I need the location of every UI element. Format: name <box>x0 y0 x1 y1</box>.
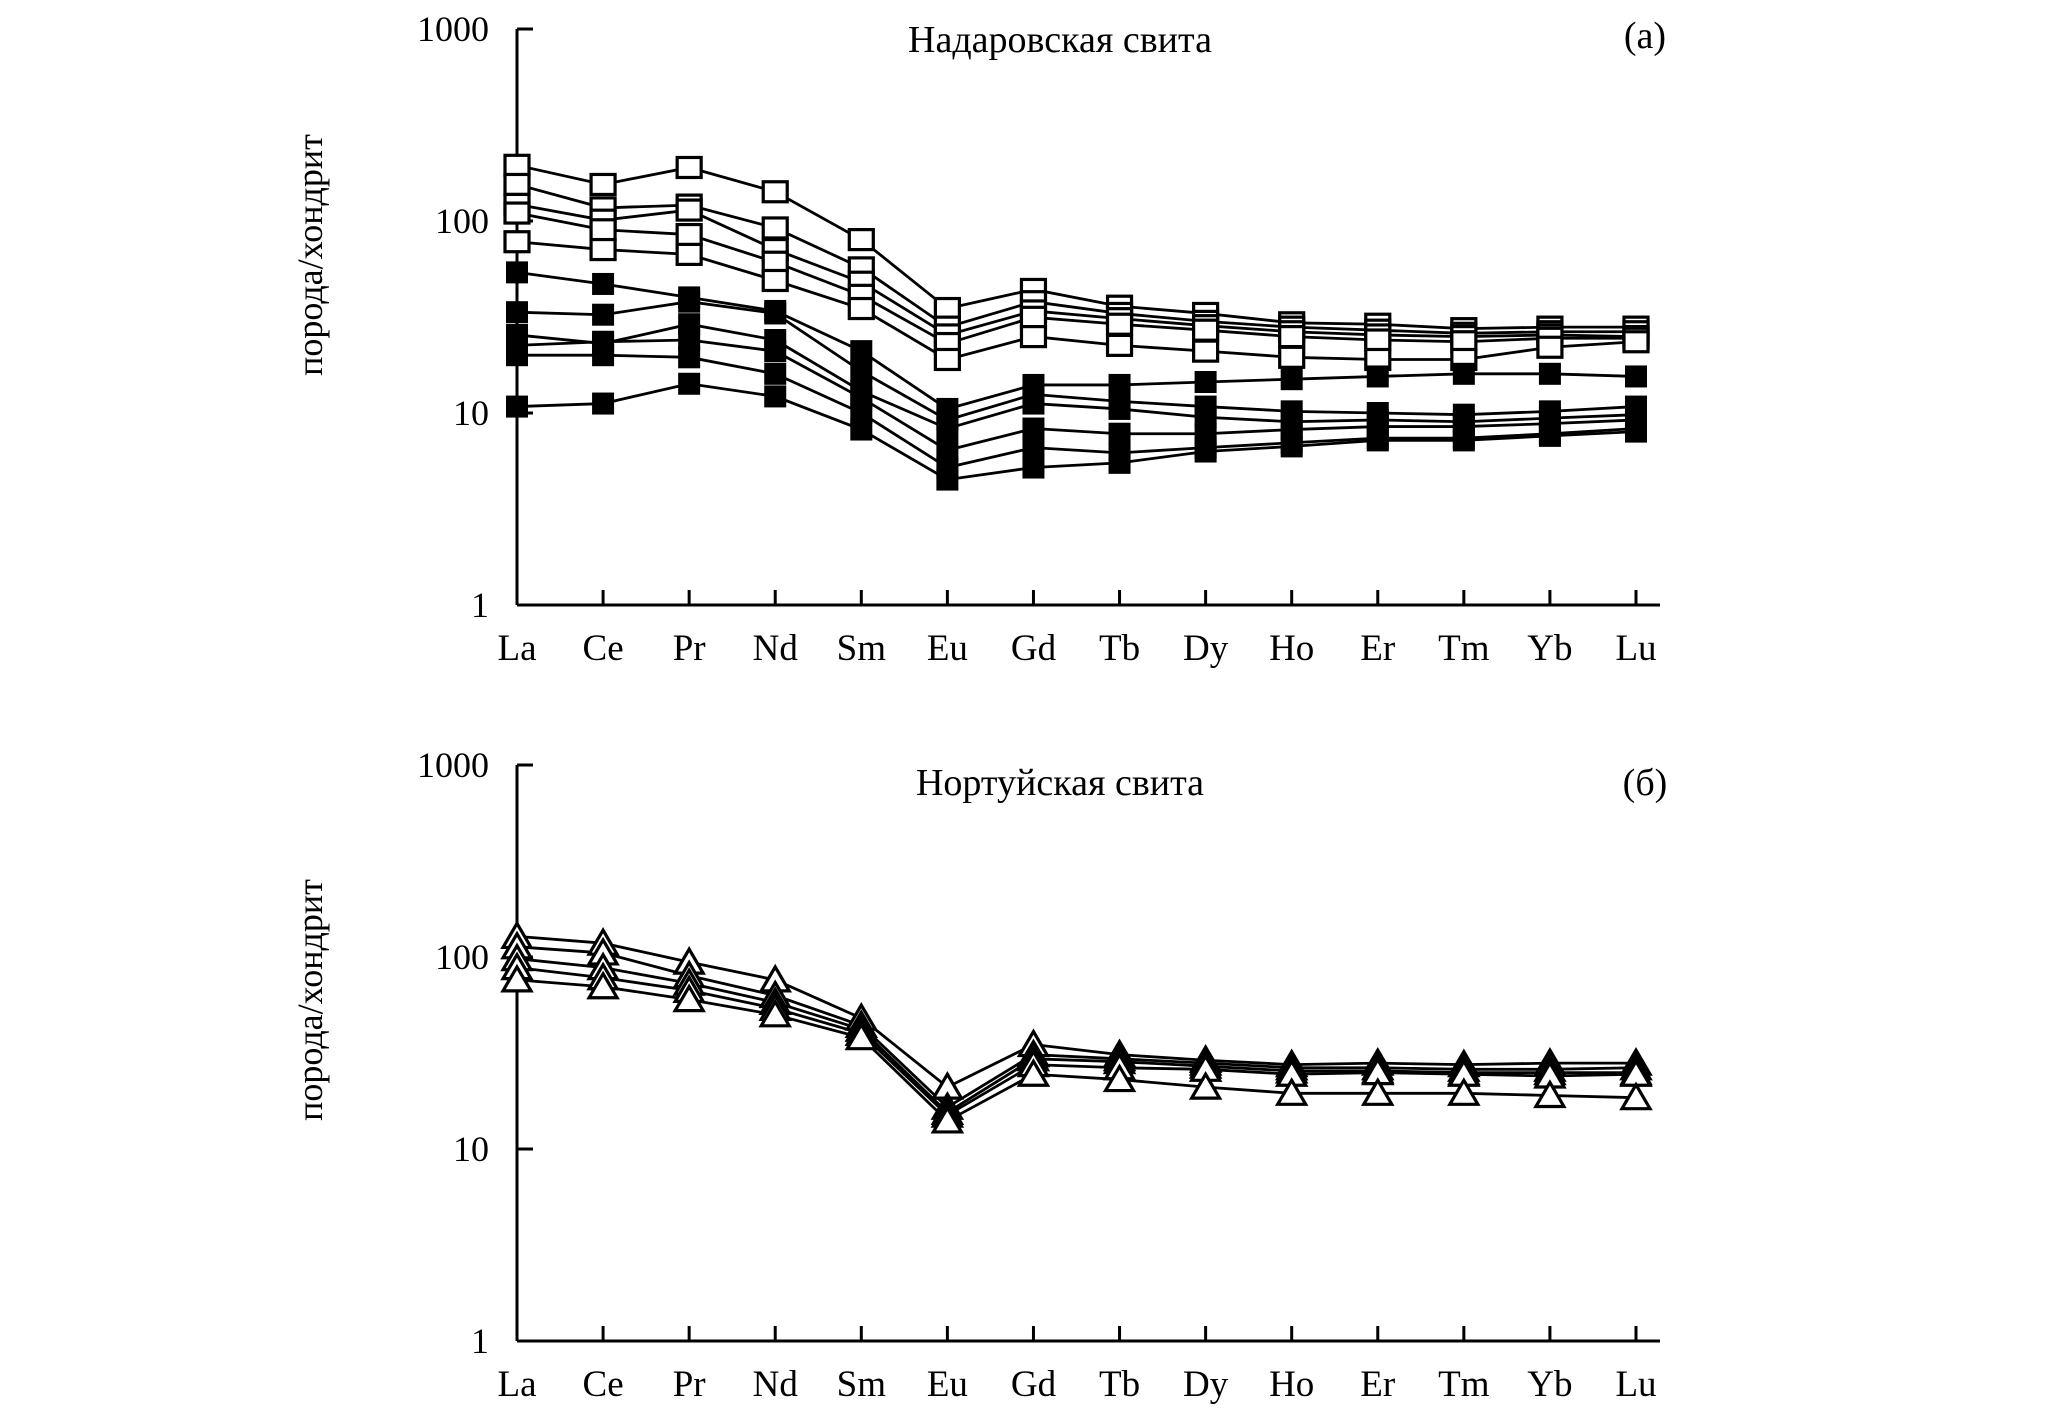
x-category-label: Gd <box>1010 1364 1057 1405</box>
data-point-open-square-1 <box>505 155 529 175</box>
data-point-filled-square-6 <box>764 385 786 407</box>
data-point-open-square-4 <box>1194 320 1218 340</box>
x-category-label: Nd <box>752 1364 798 1405</box>
data-point-filled-square-3 <box>1109 398 1131 420</box>
x-category-label: Ce <box>582 1364 624 1405</box>
data-point-open-square-5 <box>591 240 615 260</box>
data-point-filled-square-2 <box>592 304 614 326</box>
x-category-label: Dy <box>1182 1364 1229 1405</box>
data-point-filled-square-6 <box>850 419 872 441</box>
data-point-filled-square-1 <box>506 261 528 283</box>
panel-a-chart <box>417 9 1660 669</box>
panel-a-title: Надаровская свита <box>908 19 1212 61</box>
data-point-open-square-5 <box>677 244 701 264</box>
x-category-label: Nd <box>752 628 798 669</box>
y-tick-label: 1000 <box>417 745 489 785</box>
data-point-filled-square-6 <box>1022 457 1044 479</box>
x-category-label: La <box>497 628 537 669</box>
data-point-open-square-5 <box>1280 347 1304 367</box>
x-category-label: Pr <box>672 1364 706 1405</box>
data-point-filled-square-1 <box>1539 363 1561 385</box>
data-point-filled-square-1 <box>1625 365 1647 387</box>
y-tick-label: 10 <box>453 1129 489 1169</box>
x-category-label: Ce <box>582 628 624 669</box>
data-point-open-square-4 <box>591 220 615 240</box>
y-tick-label: 1 <box>471 585 489 625</box>
data-point-open-square-1 <box>935 299 959 319</box>
x-category-label: Sm <box>836 1364 886 1405</box>
data-point-filled-square-6 <box>592 393 614 415</box>
data-point-open-square-5 <box>763 270 787 290</box>
data-point-open-square-5 <box>935 349 959 369</box>
data-point-filled-square-5 <box>1022 437 1044 459</box>
data-point-filled-square-6 <box>1367 429 1389 451</box>
panel-b-corner-label: (б) <box>1622 762 1668 804</box>
data-point-filled-square-3 <box>936 418 958 440</box>
data-point-open-square-4 <box>1108 314 1132 334</box>
data-point-open-square-5 <box>505 232 529 252</box>
x-category-label: Eu <box>926 628 968 669</box>
data-point-filled-square-5 <box>506 344 528 366</box>
data-point-open-square-4 <box>1280 327 1304 347</box>
data-point-open-square-5 <box>1538 337 1562 357</box>
data-point-filled-square-6 <box>936 469 958 491</box>
y-tick-label: 1 <box>471 1321 489 1361</box>
data-point-filled-square-1 <box>1195 371 1217 393</box>
data-point-filled-square-1 <box>1453 363 1475 385</box>
panel-a-corner-label: (а) <box>1623 15 1667 57</box>
data-point-filled-square-6 <box>1109 452 1131 474</box>
x-category-label: Ho <box>1269 1364 1315 1405</box>
data-point-open-square-1 <box>763 182 787 202</box>
x-category-label: Tm <box>1438 1364 1490 1405</box>
x-category-label: Sm <box>836 628 886 669</box>
data-point-open-square-1 <box>677 157 701 177</box>
x-category-label: Er <box>1360 1364 1396 1405</box>
x-category-label: Yb <box>1527 1364 1573 1405</box>
panel-a-ylabel: порода/хондрит <box>290 134 330 376</box>
data-point-filled-square-5 <box>592 344 614 366</box>
data-point-open-square-4 <box>1366 330 1390 350</box>
data-point-filled-square-6 <box>1453 429 1475 451</box>
data-point-open-square-4 <box>1021 307 1045 327</box>
x-category-label: Tm <box>1438 628 1490 669</box>
data-point-filled-square-6 <box>1539 425 1561 447</box>
data-point-filled-square-4 <box>1109 423 1131 445</box>
y-tick-label: 100 <box>435 201 489 241</box>
data-point-filled-square-1 <box>850 340 872 362</box>
data-point-filled-square-3 <box>1022 393 1044 415</box>
data-point-filled-square-1 <box>1367 365 1389 387</box>
data-point-filled-square-1 <box>1281 368 1303 390</box>
x-category-label: La <box>497 1364 537 1405</box>
x-category-label: Er <box>1360 628 1396 669</box>
data-point-open-square-5 <box>1021 327 1045 347</box>
data-point-open-square-5 <box>1194 341 1218 361</box>
y-tick-label: 10 <box>453 393 489 433</box>
x-category-label: Ho <box>1269 628 1315 669</box>
data-point-filled-square-2 <box>506 301 528 323</box>
data-point-filled-square-6 <box>1281 435 1303 457</box>
data-point-open-square-4 <box>505 203 529 223</box>
x-category-label: Tb <box>1098 1364 1141 1405</box>
data-point-open-square-3 <box>677 200 701 220</box>
data-point-filled-square-5 <box>678 346 700 368</box>
panel-b-ylabel: порода/хондрит <box>290 879 330 1121</box>
x-category-label: Lu <box>1615 1364 1657 1405</box>
panel-b-chart <box>417 745 1660 1405</box>
data-point-open-square-5 <box>849 299 873 319</box>
panel-b-title: Нортуйская свита <box>915 762 1205 804</box>
data-point-filled-square-2 <box>764 302 786 324</box>
y-tick-label: 1000 <box>417 9 489 49</box>
data-point-open-square-1 <box>591 174 615 194</box>
data-point-open-square-2 <box>763 218 787 238</box>
data-point-filled-square-2 <box>678 291 700 313</box>
data-point-open-square-4 <box>677 225 701 245</box>
data-point-filled-square-1 <box>592 273 614 295</box>
data-point-filled-square-6 <box>506 396 528 418</box>
data-point-filled-square-6 <box>1195 441 1217 463</box>
data-point-filled-square-6 <box>1625 421 1647 443</box>
data-point-open-square-1 <box>849 230 873 250</box>
y-tick-label: 100 <box>435 937 489 977</box>
data-point-open-square-2 <box>505 174 529 194</box>
x-category-label: Dy <box>1182 628 1229 669</box>
data-point-filled-square-4 <box>764 340 786 362</box>
data-point-open-square-5 <box>1108 335 1132 355</box>
x-category-label: Tb <box>1098 628 1141 669</box>
data-point-filled-square-6 <box>678 373 700 395</box>
data-point-filled-square-4 <box>1022 418 1044 440</box>
x-category-label: Lu <box>1615 628 1657 669</box>
x-category-label: Eu <box>926 1364 968 1405</box>
x-category-label: Gd <box>1010 628 1057 669</box>
data-point-filled-square-2 <box>850 360 872 382</box>
x-category-label: Yb <box>1527 628 1573 669</box>
data-point-filled-square-5 <box>764 363 786 385</box>
data-point-open-square-5 <box>1624 332 1648 352</box>
x-category-label: Pr <box>672 628 706 669</box>
